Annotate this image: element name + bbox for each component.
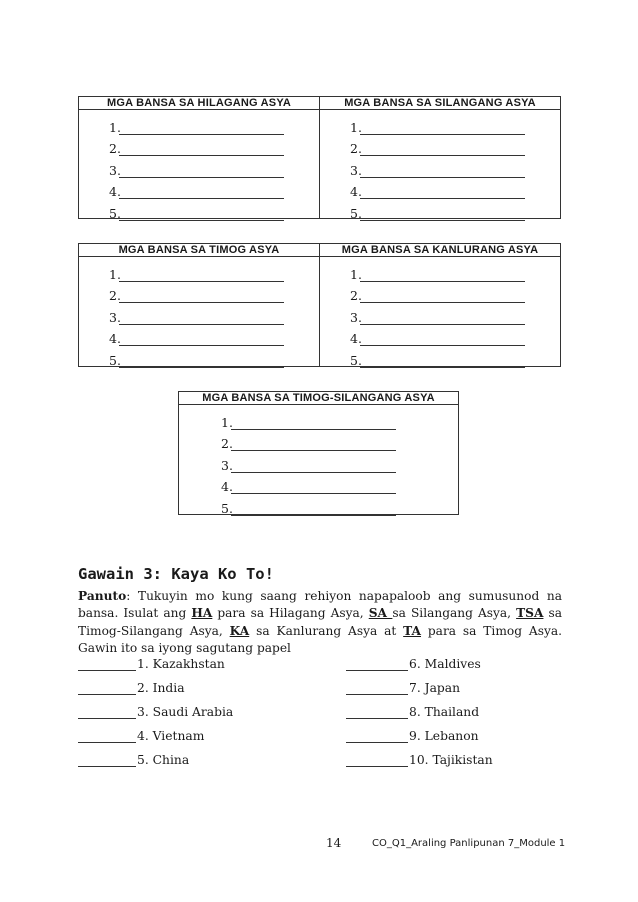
answer-line[interactable]: 1. — [109, 260, 319, 282]
answer-line[interactable]: 3. — [350, 156, 560, 178]
answer-line[interactable]: 3. — [350, 303, 560, 325]
south-asia-column — [79, 244, 319, 366]
code-sa: SA — [368, 606, 393, 621]
module-code: CO_Q1_Araling Panlipunan 7_Module 1 — [372, 838, 566, 849]
activity-title: Gawain 3: Kaya Ko To! — [78, 565, 274, 583]
code-ta: TA — [403, 623, 422, 638]
answer-line[interactable]: 4. — [109, 178, 319, 200]
answer-line[interactable]: 5. — [221, 494, 458, 516]
code-tsa: TSA — [516, 606, 544, 621]
code-ka: KA — [229, 623, 250, 638]
answer-line[interactable]: 4. — [221, 473, 458, 495]
answer-line[interactable]: 1. — [350, 113, 560, 135]
answer-line[interactable]: 5. — [109, 199, 319, 221]
answer-item-7[interactable]: 7. Japan — [346, 681, 460, 695]
answer-item-10[interactable]: 10. Tajikistan — [346, 753, 493, 767]
answer-item-5[interactable]: 5. China — [78, 753, 189, 767]
region-table-south-west — [78, 243, 561, 367]
answer-line[interactable]: 1. — [109, 113, 319, 135]
west-asia-column — [319, 244, 560, 366]
east-asia-column — [319, 97, 560, 221]
region-table-north-east — [78, 96, 561, 219]
west-asia-header: MGA BANSA SA KANLURANG ASYA — [320, 244, 560, 257]
instruction-label: Panuto — [78, 589, 127, 603]
answer-item-9[interactable]: 9. Lebanon — [346, 729, 479, 743]
north-asia-column — [79, 97, 319, 221]
instructions: Panuto: Tukuyin mo kung saang rehiyon napapaloob ang sumusunod na bansa. Isulat ang HA para sa Hilagang Asya, SA sa Silangang Asya, TSA sa Timog-Silangang Asya, KA sa Kanlurang Asya at TA para sa Timog Asya. Gawin ito sa iyong sagutang papel — [78, 589, 562, 655]
answer-line[interactable]: 4. — [350, 178, 560, 200]
answer-item-2[interactable]: 2. India — [78, 681, 185, 695]
code-ha: HA — [191, 606, 213, 621]
north-asia-header: MGA BANSA SA HILAGANG ASYA — [79, 97, 319, 110]
answer-line[interactable]: 2. — [350, 282, 560, 304]
page-number: 14 — [326, 836, 342, 850]
answer-line[interactable]: 5. — [350, 199, 560, 221]
answer-line[interactable]: 5. — [109, 346, 319, 368]
answer-item-8[interactable]: 8. Thailand — [346, 705, 479, 719]
answer-line[interactable]: 2. — [350, 135, 560, 157]
region-table-southeast — [178, 391, 459, 515]
answer-item-1[interactable]: 1. Kazakhstan — [78, 657, 225, 671]
answer-item-3[interactable]: 3. Saudi Arabia — [78, 705, 233, 719]
east-asia-header: MGA BANSA SA SILANGANG ASYA — [320, 97, 560, 110]
answer-line[interactable]: 5. — [350, 346, 560, 368]
answer-line[interactable]: 3. — [109, 303, 319, 325]
southeast-asia-header: MGA BANSA SA TIMOG-SILANGANG ASYA — [179, 392, 458, 405]
answer-line[interactable]: 1. — [350, 260, 560, 282]
answer-item-6[interactable]: 6. Maldives — [346, 657, 481, 671]
answer-line[interactable]: 3. — [109, 156, 319, 178]
answer-line[interactable]: 2. — [221, 430, 458, 452]
southeast-asia-column — [179, 392, 458, 514]
answer-line[interactable]: 3. — [221, 451, 458, 473]
answer-line[interactable]: 2. — [109, 282, 319, 304]
south-asia-header: MGA BANSA SA TIMOG ASYA — [79, 244, 319, 257]
answer-item-4[interactable]: 4. Vietnam — [78, 729, 204, 743]
answer-line[interactable]: 4. — [350, 325, 560, 347]
answer-line[interactable]: 1. — [221, 408, 458, 430]
answer-line[interactable]: 2. — [109, 135, 319, 157]
answer-line[interactable]: 4. — [109, 325, 319, 347]
